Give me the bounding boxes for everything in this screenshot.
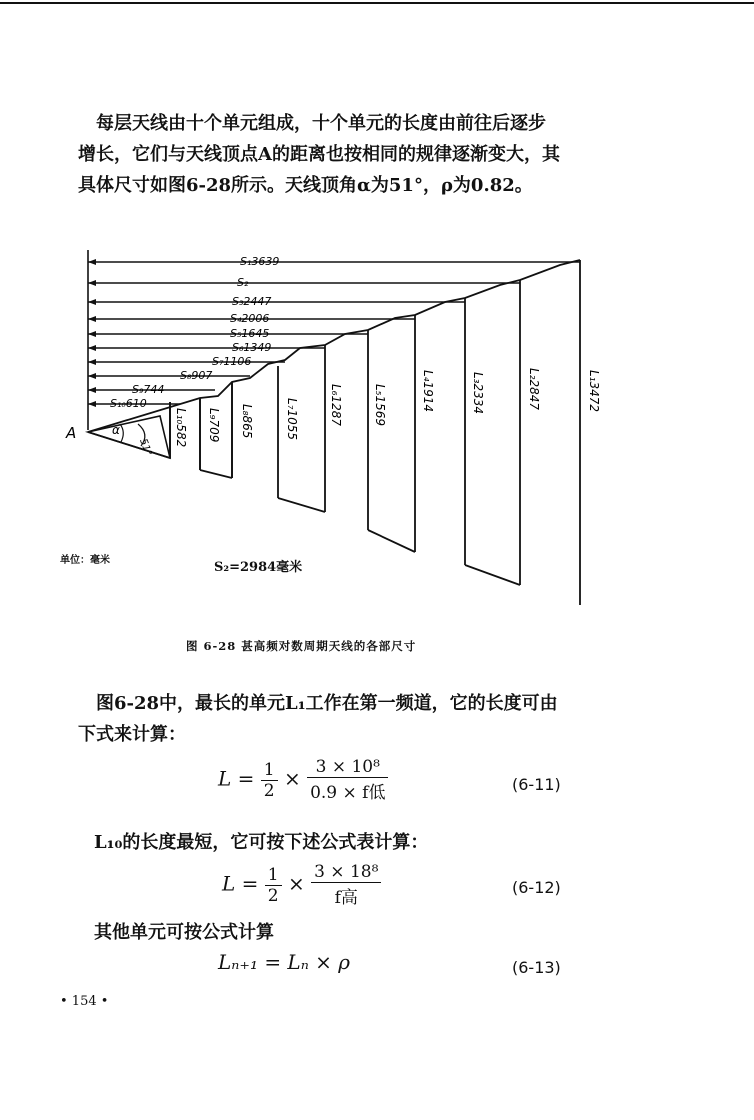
- intro-line-2: 增长，它们与天线顶点A的距离也按相同的规律逐渐变大，其: [78, 144, 560, 165]
- text-l10: L₁₀的长度最短，它可按下述公式表计算：: [94, 832, 429, 853]
- formula2-coef: [265, 865, 282, 906]
- angle-value-label: 51°: [137, 437, 154, 458]
- s-label-7: S₇1106: [212, 355, 252, 368]
- para2-line-2: 下式来计算：: [78, 724, 186, 745]
- formula2-lhs: L =: [222, 871, 259, 896]
- l-label-10: L₁₀582: [174, 408, 188, 448]
- s-label-8: S₈907: [180, 369, 213, 382]
- formula-6-12: [222, 862, 381, 908]
- formula1-den: 0.9 × f低: [310, 783, 386, 803]
- equation-number-6-11: (6-11): [512, 775, 561, 794]
- angle-alpha-label: α: [112, 423, 120, 437]
- l-label-4: L₄1914: [421, 370, 435, 413]
- formula2-times: ×: [287, 871, 305, 896]
- s-label-9: S₉744: [132, 383, 165, 396]
- l-label-8: L₈865: [240, 404, 254, 439]
- l-label-2: L₂2847: [527, 368, 541, 411]
- s-label-2: S₂: [237, 276, 249, 289]
- l-label-5: L₅1569: [373, 384, 387, 427]
- s2-note: S₂=2984毫米: [214, 560, 303, 575]
- formula2-num: 3 × 18⁸: [311, 862, 381, 883]
- formula1-coef-den: 2: [263, 780, 275, 801]
- formula1-lhs: L =: [218, 766, 255, 791]
- para2-line-1: 图6-28中，最长的单元L₁工作在第一频道，它的长度可由: [96, 693, 558, 714]
- formula1-fraction: [307, 757, 388, 803]
- equation-number-6-12: (6-12): [512, 878, 561, 897]
- intro-line-3: 具体尺寸如图6-28所示。天线顶角α为51°，ρ为0.82。: [78, 175, 533, 196]
- formula2-den: f高: [334, 888, 358, 908]
- formula2-fraction: [311, 862, 381, 908]
- figure-caption: 图 6-28 甚高频对数周期天线的各部尺寸: [186, 639, 417, 653]
- formula-6-13: Lₙ₊₁ = Lₙ × ρ: [218, 950, 351, 974]
- page-number: • 154 •: [60, 994, 109, 1009]
- l-label-6: L₆1287: [329, 384, 343, 427]
- s-label-1: S₁3639: [240, 255, 280, 268]
- s-label-5: S₅1645: [230, 327, 270, 340]
- formula1-num: 3 × 10⁸: [307, 757, 388, 778]
- l-label-7: L₇1055: [285, 398, 299, 441]
- s-label-4: S₄2006: [230, 312, 270, 325]
- l-label-9: L₉709: [207, 408, 221, 443]
- s-label-3: S₃2447: [232, 295, 272, 308]
- formula-6-11: [218, 757, 388, 803]
- formula2-coef-num: 1: [265, 865, 282, 886]
- s-label-6: S₆1349: [232, 341, 272, 354]
- paragraph-2: [78, 688, 618, 750]
- l-label-3: L₃2334: [471, 372, 485, 415]
- formula2-coef-den: 2: [267, 885, 279, 906]
- equation-number-6-13: (6-13): [512, 958, 561, 977]
- l-label-1: L₁3472: [587, 370, 601, 413]
- formula1-coef: [261, 760, 278, 801]
- formula1-coef-num: 1: [261, 760, 278, 781]
- s-label-10: S₁₀610: [110, 397, 147, 410]
- formula1-times: ×: [283, 766, 301, 791]
- text-other: 其他单元可按公式计算: [94, 922, 274, 943]
- vertex-label: A: [66, 424, 77, 442]
- intro-line-1: 每层天线由十个单元组成，十个单元的长度由前往后逐步: [96, 113, 546, 134]
- unit-note: 单位：毫米: [60, 555, 110, 566]
